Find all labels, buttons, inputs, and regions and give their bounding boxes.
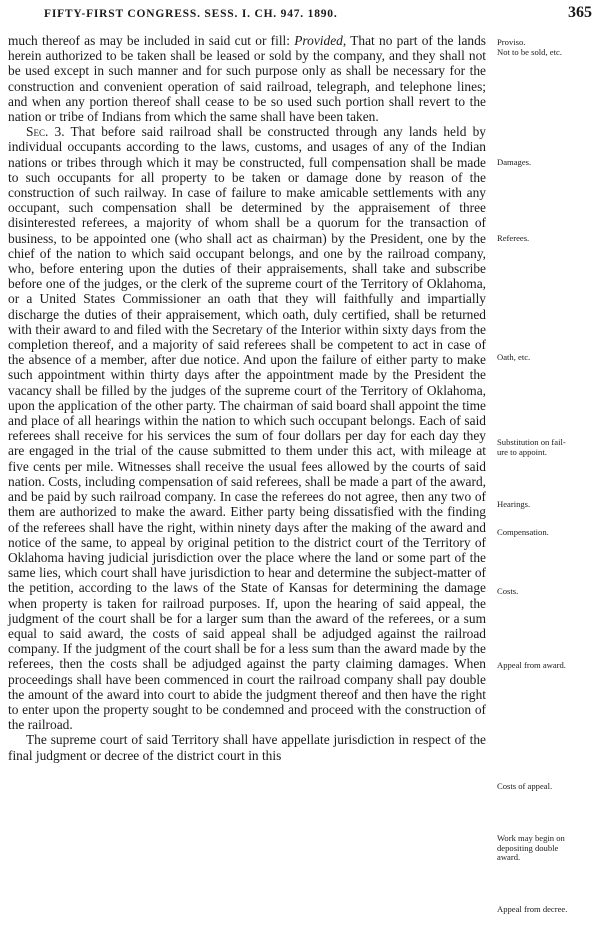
margin-note	[497, 353, 597, 363]
paragraph	[8, 33, 486, 124]
margin-note	[497, 438, 597, 457]
margin-note-line: Damages.	[497, 157, 532, 167]
margin-note-line: Compensation.	[497, 527, 549, 537]
margin-note-line: Substitution on fail-	[497, 437, 566, 447]
margin-note-line: Referees.	[497, 233, 530, 243]
paragraph	[8, 124, 486, 732]
italic-text: Provided	[294, 33, 343, 48]
text-run: , That no part of the lands herein authorized to be taken shall be leased or sold by the company, and they shall not be used except in such manner and for such purpose only as shall be necessary for the construction and convenient operation of said railroad, telegraph, and telephone lines; and when any portion thereof shall cease to be so used such portion shall revert to the nation or tribe of Indians from which the same shall have been taken.	[8, 33, 486, 125]
margin-note-line: Hearings.	[497, 499, 531, 509]
margin-note	[497, 500, 597, 510]
margin-note-line: Oath, etc.	[497, 352, 531, 362]
page-header	[0, 3, 600, 27]
margin-note	[497, 38, 597, 57]
margin-note	[497, 587, 597, 597]
margin-note	[497, 782, 597, 792]
margin-note	[497, 234, 597, 244]
margin-note-line: depositing double	[497, 842, 559, 853]
margin-note-line: award.	[497, 852, 521, 862]
margin-note-line: Appeal from award.	[497, 660, 566, 670]
margin-note-line: Not to be sold, etc.	[497, 46, 562, 57]
margin-note	[497, 158, 597, 168]
page-number: 365	[568, 4, 592, 21]
statute-text	[8, 33, 486, 763]
margin-note-line: Costs of appeal.	[497, 781, 553, 791]
margin-note-line: Costs.	[497, 586, 519, 596]
margin-note	[497, 905, 597, 915]
margin-note	[497, 661, 597, 671]
paragraph	[8, 732, 486, 762]
text-run: The supreme court of said Territory shall have appellate jurisdiction in respect of the final judgment or decree of the district court in this	[8, 732, 486, 763]
margin-note-line: ure to appoint.	[497, 446, 547, 457]
running-head: FIFTY-FIRST CONGRESS. SESS. I. CH. 947. 1890.	[44, 8, 338, 20]
margin-note-line: Appeal from decree.	[497, 904, 568, 914]
margin-note	[497, 528, 597, 538]
text-run: That before said railroad shall be constructed through any lands held by individual occupants according to the laws, customs, and usages of any of the Indian nations or tribes through which it may be constructed, full compensation shall be made to such occupants for all property to be taken or damage done by reason of the construction of such railway. In case of failure to make amicable settlements with any occupant, such compensation shall be determined by the appraisement of three disinterested referees, a majority of whom shall be a quorum for the transaction of business, to be appointed one (who shall act as chairman) by the President, one by the chief of the nation to which said occupant belongs, and one by the railroad company, who, before entering upon the duties of their appraisements, shall take and subscribe before one of the judges, or the clerk of the supreme court of the Territory of Oklahoma, or a United States Commissioner an oath that they will faithfully and impartially discharge the duties of their appraisement, which oath, duly certified, shall be returned with their award to and filed with the Secretary of the Interior within sixty days from the completion thereof, and a majority of said referees shall be competent to act in case of the absence of a member, after due notice. And upon the failure of either party to make such appointment within thirty days after the appointment made by the President the vacancy shall be filled by the judges of the supreme court of the Territory of Oklahoma, upon the application of the other party. The chairman of said board shall appoint the time and place of all hearings within the nation to which such occupant belongs. Each of said referees shall receive for his services the sum of four dollars per day for each day they are engaged in the trial of the cause submitted to them under this act, with mileage at five cents per mile. Witnesses shall receive the usual fees allowed by the courts of said nation. Costs, including compensation of said referees, shall be made a part of the award, and be paid by such railroad company. In case the referees do not agree, then any two of them are authorized to make the award. Either party being dissatisfied with the finding of the referees shall have the right, within ninety days after the making of the award and notice of the same, to appeal by original petition to the district court of the Territory of Oklahoma having judicial jurisdiction over the place where the land or some part of the same lies, which court shall have jurisdiction to hear and determine the subject-matter of the petition, according to the laws of the State of Kansas for determining the damage when property is taken for railroad purposes. If, upon the hearing of said appeal, the judgment of the court shall be for a larger sum than the award of the referees, or a sum equal to said award, the costs of said appeal shall be adjudged against the railroad company. If the judgment of the court shall be for a less sum than the award made by the referees, then the costs shall be adjudged against the party claiming damages. When proceedings shall have been commenced in court the railroad company shall pay double the amount of the award into court to abide the judgment thereof and then have the right to enter upon the property sought to be condemned and proceed with the construction of the railroad.	[8, 124, 486, 733]
text-run: much thereof as may be included in said cut or fill:	[8, 33, 295, 48]
section-number: Sec. 3.	[26, 124, 65, 140]
margin-note	[497, 834, 597, 863]
margin-note-line: Proviso.	[497, 37, 526, 47]
margin-note-line: Work may begin on	[497, 833, 565, 843]
